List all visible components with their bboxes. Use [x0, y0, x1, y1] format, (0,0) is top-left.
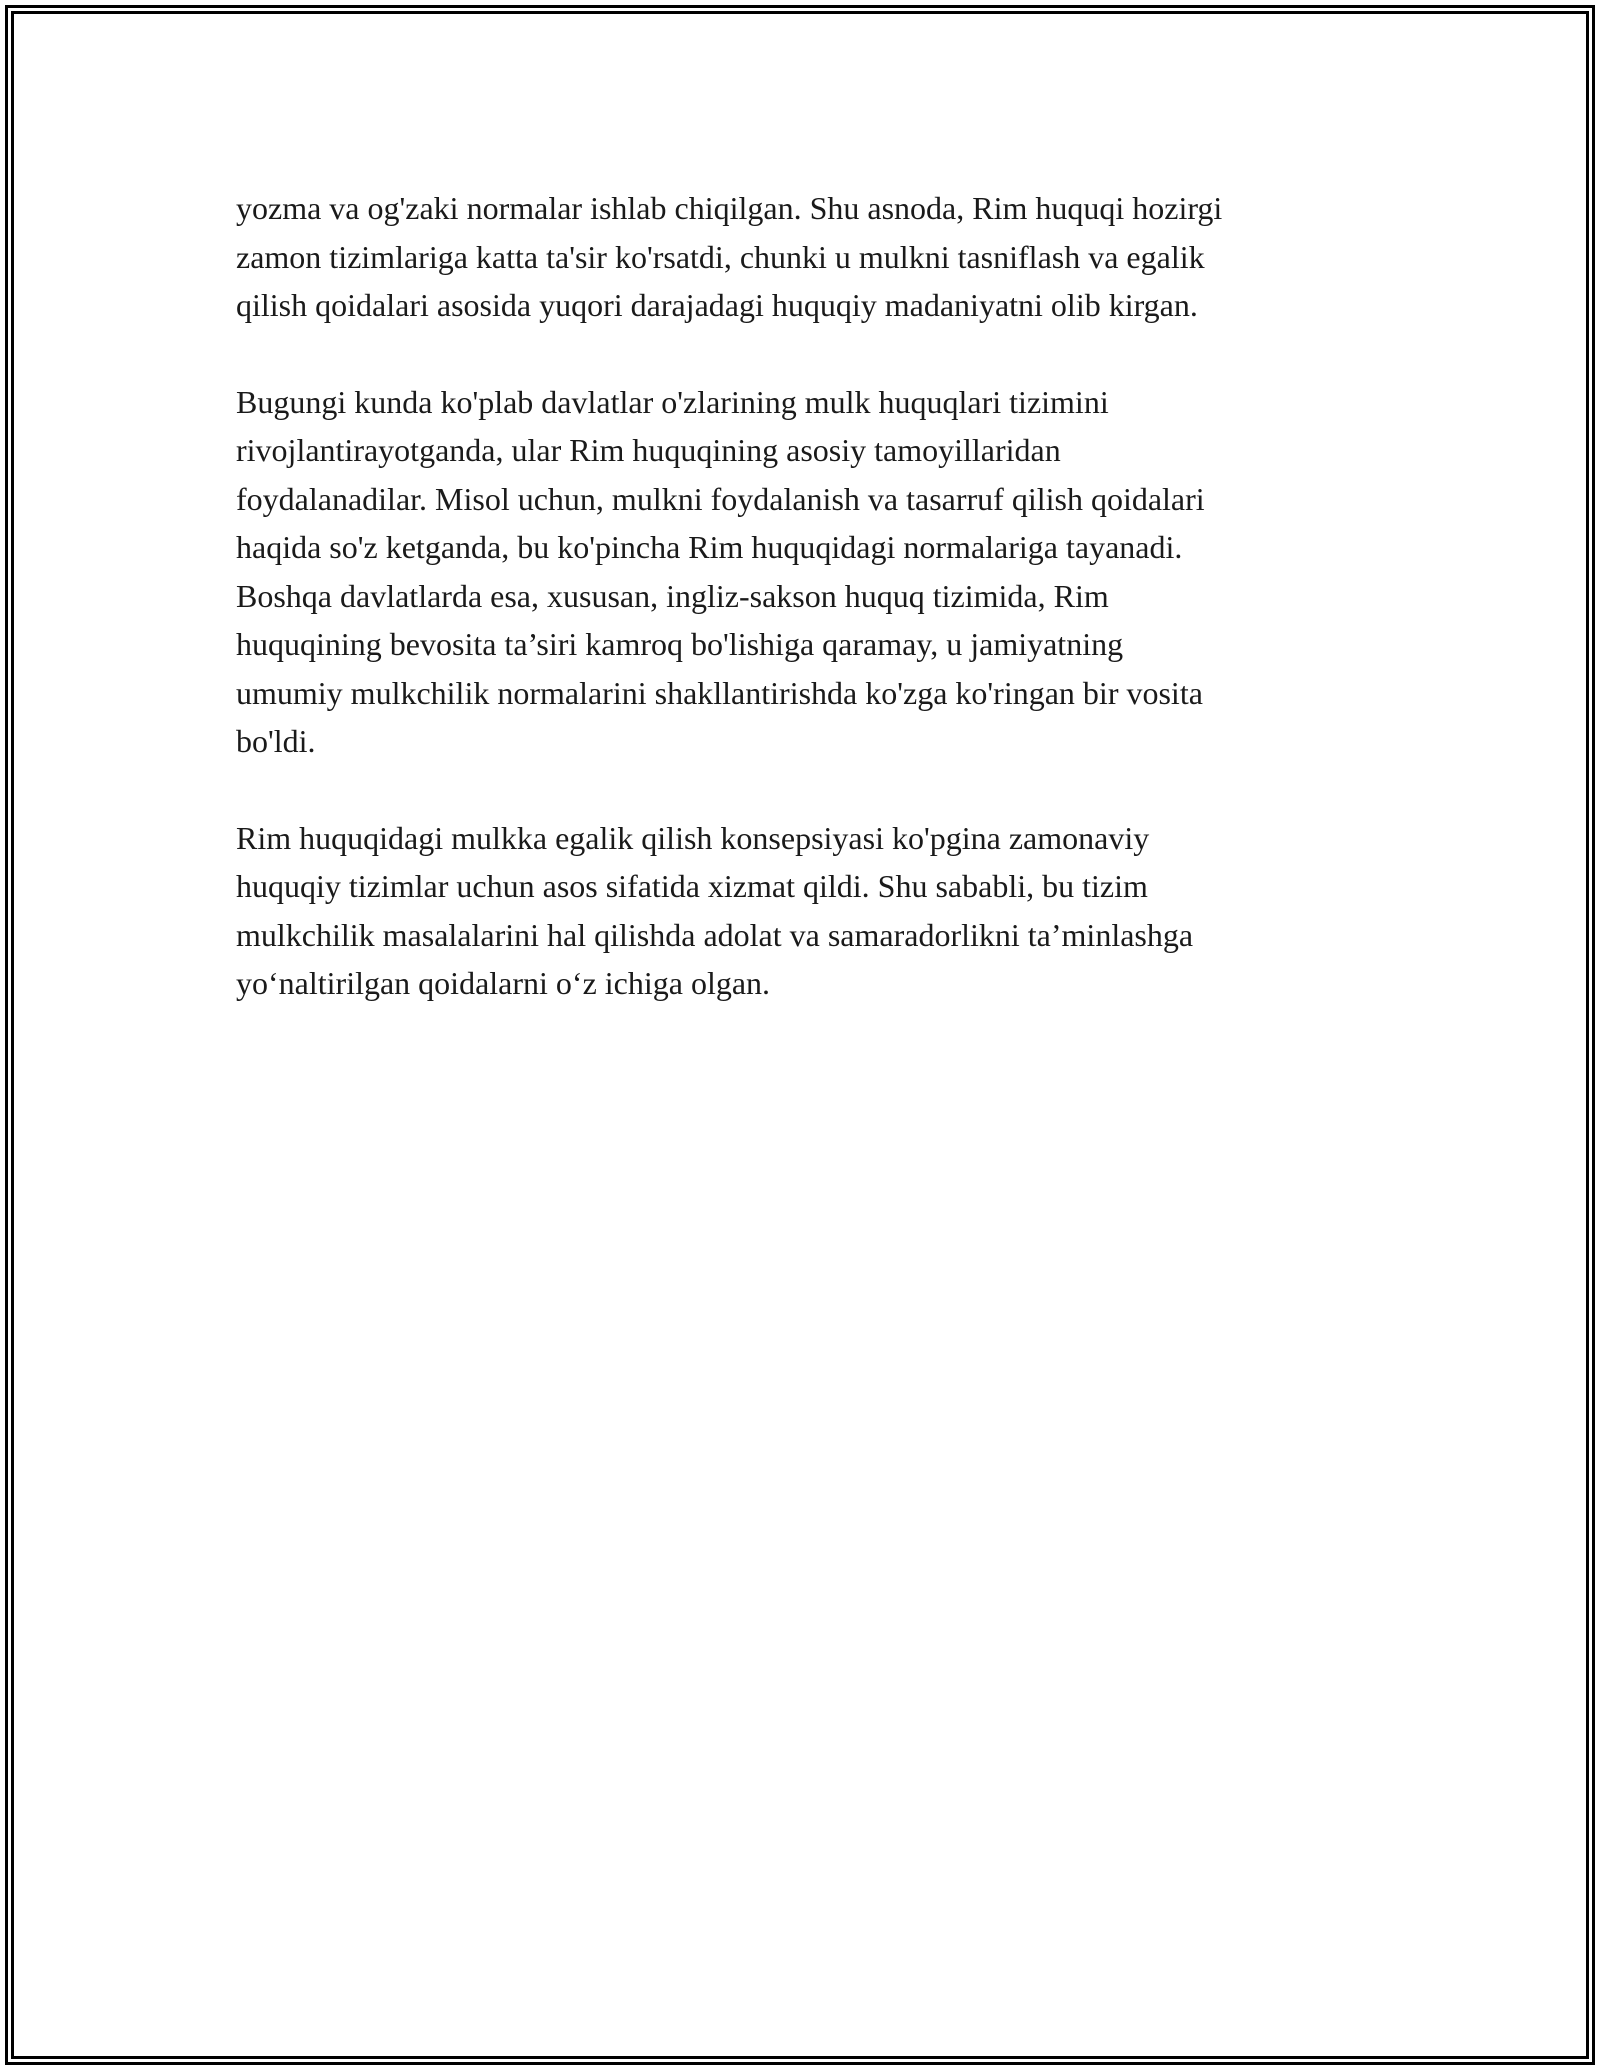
- document-body: [236, 184, 1376, 1056]
- paragraph-1: yozma va og'zaki normalar ishlab chiqilgan. Shu asnoda, Rim huquqi hozirgi zamon tizimlariga katta ta'sir ko'rsatdi, chunki u mulkni tasniflash va egalik qilish qoidalari asosida yuqori darajadagi huquqiy madaniyatni olib kirgan.: [236, 190, 1223, 323]
- paragraph-3: Rim huquqidagi mulkka egalik qilish konsepsiyasi ko'pgina zamonaviy huquqiy tizimlar uchun asos sifatida xizmat qildi. Shu sababli, bu tizim mulkchilik masalalarini hal qilishda adolat va samaradorlikni ta’minlashga yo‘naltirilgan qoidalarni o‘z ichiga olgan.: [236, 819, 1194, 1001]
- paragraph-2: Bugungi kunda ko'plab davlatlar o'zlarining mulk huquqlari tizimini rivojlantirayotganda, ular Rim huquqining asosiy tamoyillaridan foydalanadilar. Misol uchun, mulkni foydalanish va tasarruf qilish qoidalari haqida so'z ketganda, bu ko'pincha Rim huquqidagi normalariga tayanadi. Boshqa davlatlarda esa, xususan, ingliz-sakson huquq tizimida, Rim huquqining bevosita ta’siri kamroq bo'lishiga qaramay, u jamiyatning umumiy mulkchilik normalarini shakllantirishda ko'zga ko'ringan bir vosita bo'ldi.: [236, 383, 1205, 759]
